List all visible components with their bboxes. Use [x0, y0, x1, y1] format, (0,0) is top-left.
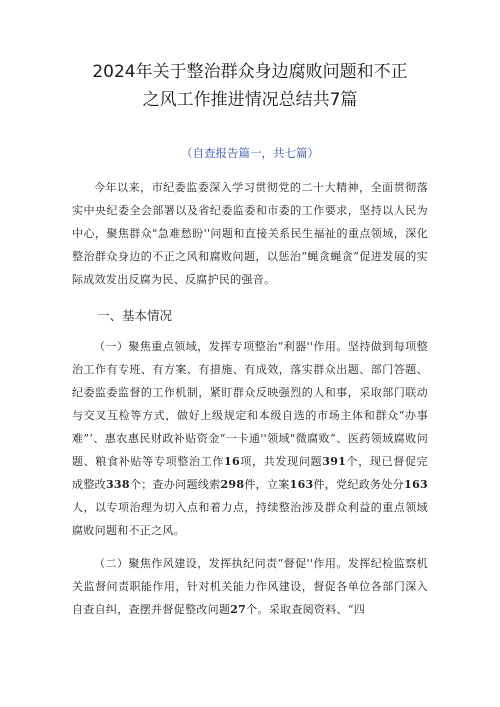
intro-paragraph: 今年以来，市纪委监委深入学习贯彻党的二十大精神，全面贯彻落实中央纪委全会部署以及省纪委监委和市委的工作要求，坚持以人民为中心，聚焦群众"急难愁盼''问题和直接关系民生福祉的重点领域，深化整治群众身边的不正之风和腐败问题，以惩治“蝇贪蝇贪”促进发展的实际成效发出反腐为民、反腐护民的强音。: [72, 181, 428, 286]
title-line-1: 2024年关于整治群众身边腐败问题和不正: [92, 62, 408, 82]
paragraph-text: 件，立案: [244, 478, 290, 491]
paragraph-work-style: [72, 552, 428, 621]
paragraph-text: 个，现已督促完成整改: [72, 455, 428, 491]
count-problems-self-check: 27: [230, 603, 247, 616]
paragraph-text: 人，以专项治理为切入点和着力点，持续整治涉及群众利益的重点领域腐败问题和不正之风。: [72, 501, 428, 537]
paragraph-text: （二）聚焦作风建设，发挥执纪问责“督促''作用。发挥纪检监察机关监督问责职能作用，针对机关能力作风建设，督促各单位各部门深入自查自纠，查摆并督促整改问题: [72, 557, 428, 616]
paragraph-text: （一）聚焦重点领域，发挥专项整治“利器''作用。坚持做到每项整治工作有专班、有方案、有措施、有成效，落实群众出题、部门答题、纪委监委监督的工作机制，紧盯群众反映强烈的人和事，采取部门联动与交叉互检等方式，做好上级规定和本级自选的市场主体和群众“办事难”‘、惠农惠民财政补贴资金“一卡通''领域"微腐败”、医药领域腐败问题、粮食补贴等专项整治工作: [72, 340, 428, 468]
paragraph-text: 项，共发现问题: [239, 455, 323, 468]
count-cases-filed: 163: [289, 478, 314, 491]
count-special-rectifications: 16: [224, 455, 240, 468]
paragraph-text: 件，党纪政务处分: [313, 478, 405, 491]
document-subtitle: （自查报告篇一，共七篇）: [181, 146, 319, 160]
count-problem-clues: 298: [220, 478, 245, 491]
paragraph-text: 个。采取查阅资料、“四: [246, 603, 366, 616]
count-persons-punished: 163: [404, 478, 428, 491]
section-heading-basic-situation: 一、基本情况: [97, 308, 173, 323]
paragraph-text: 个；查办问题线索: [129, 478, 221, 491]
title-line-2: 之风工作推进情况总结共7篇: [142, 90, 358, 110]
count-problems-rectified: 338: [105, 478, 130, 491]
paragraph-key-areas: [72, 335, 428, 542]
document-title: [72, 58, 428, 114]
count-problems-found: 391: [322, 455, 347, 468]
